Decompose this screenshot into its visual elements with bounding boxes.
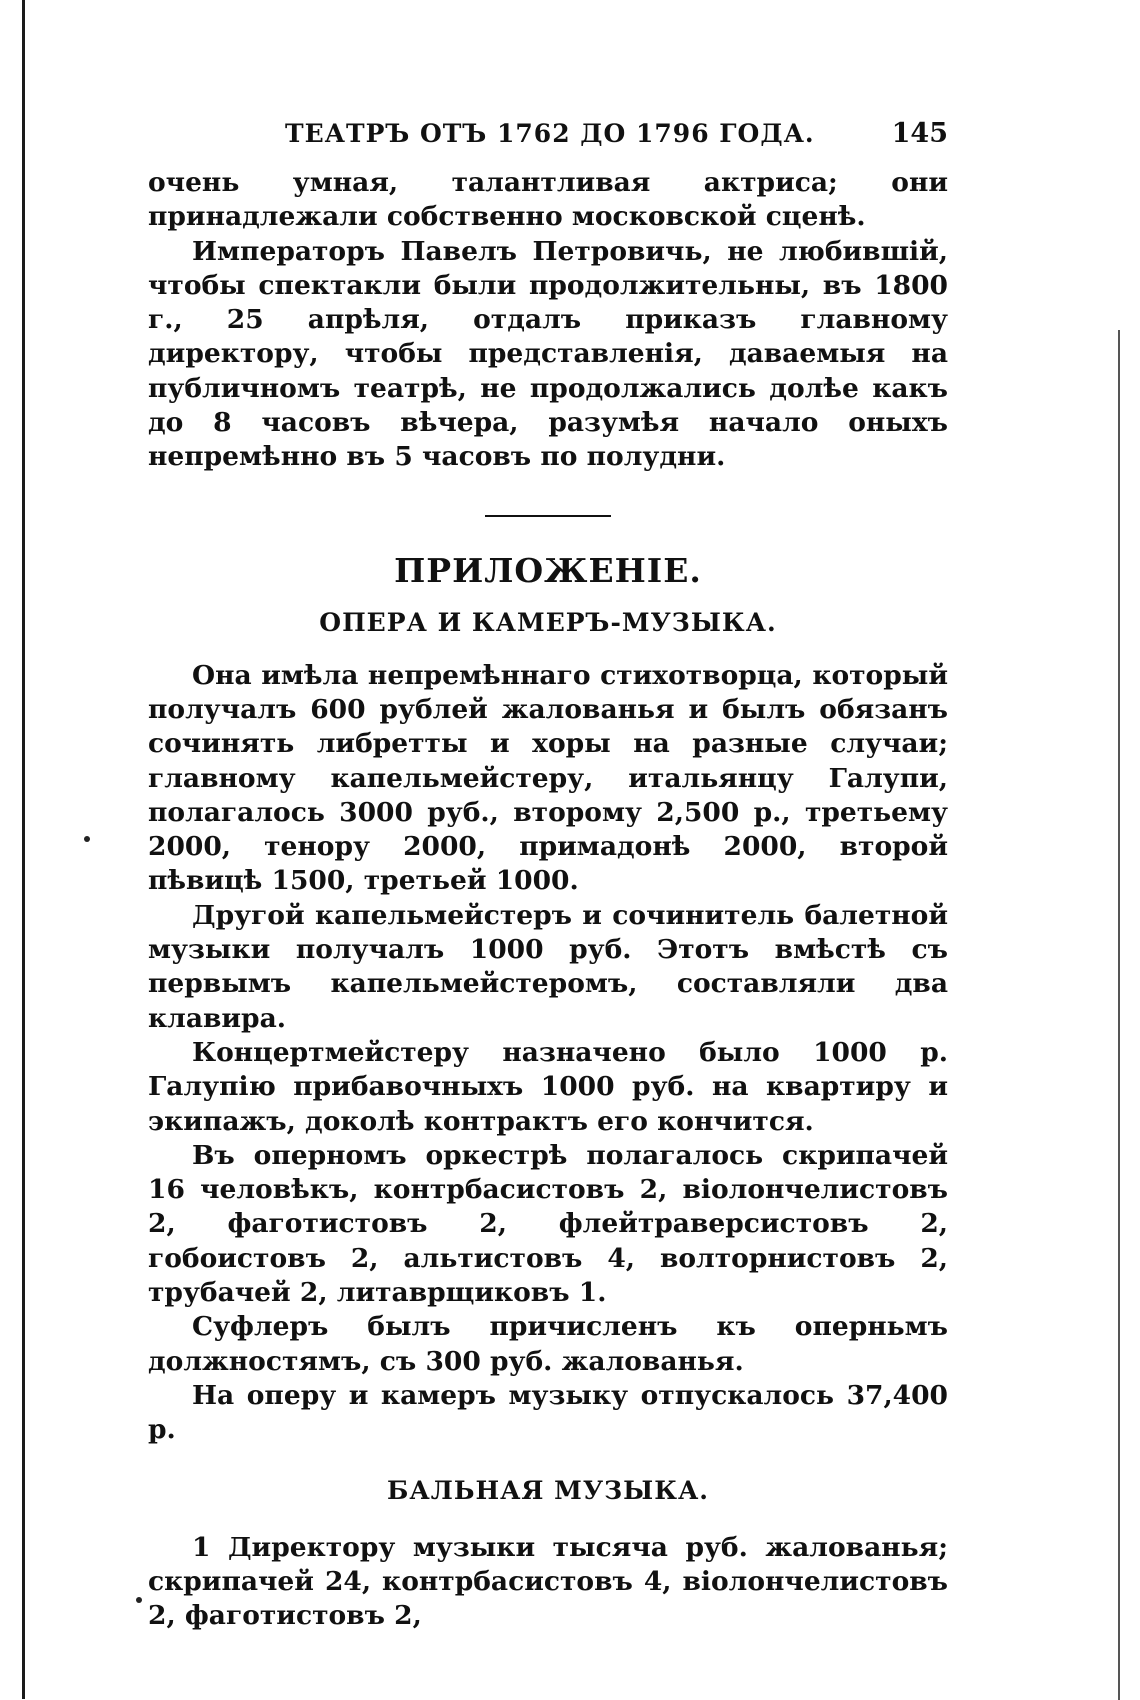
- book-page: [148, 118, 948, 1633]
- appendix-title: ПРИЛОЖЕНІЕ.: [394, 550, 702, 590]
- opera-paragraph: Въ оперномъ оркестрѣ полагалось скрипачей 16 человѣкъ, контрбасистовъ 2, віолончелистовъ 2, фаготистовъ 2, флейтраверсистовъ 2, гобоистовъ 2, альтистовъ 4, волторнистовъ 2, трубачей 2, литаврщиковъ 1.: [148, 1139, 948, 1309]
- paragraph-continuation: очень умная, талантливая актриса; они принадлежали собственно московской сценѣ.: [148, 167, 948, 233]
- ball-music-heading: БАЛЬНАЯ МУЗЫКА.: [386, 1475, 710, 1505]
- page-number: 145: [891, 118, 948, 149]
- ball-music-paragraph: 1 Директору музыки тысяча руб. жалованья; скрипачей 24, контрбасистовъ 4, віолончелистовъ 2, фаготистовъ 2,: [148, 1531, 948, 1632]
- opera-section-heading: ОПЕРА И КАМЕРЪ-МУЗЫКА.: [319, 607, 777, 637]
- scan-speck: [136, 1597, 142, 1603]
- opera-paragraph: Суфлеръ былъ причисленъ къ оперньмъ должностямъ, съ 300 руб. жалованья.: [148, 1311, 948, 1377]
- scan-edge-line-right: [1118, 330, 1120, 1700]
- scan-speck: [84, 836, 90, 842]
- opera-paragraph: Она имѣла непремѣннаго стихотворца, который получалъ 600 рублей жалованья и былъ обязанъ сочинять либретты и хоры на разные случаи; главному капельмейстеру, итальянцу Галупи, полагалось 3000 руб., второму 2,500 р., третьему 2000, тенору 2000, примадонѣ 2000, второй пѣвицѣ 1500, третьей 1000.: [148, 659, 948, 897]
- running-head: [148, 118, 948, 166]
- paragraph-emperor-decree: Императоръ Павелъ Петровичь, не любившій, чтобы спектакли были продолжительны, въ 1800 г., 25 апрѣля, отдалъ приказъ главному директору, чтобы представленія, даваемыя на публичномъ театрѣ, не продолжались долѣе какъ до 8 часовъ вѣчера, разумѣя начало оныхъ непремѣнно въ 5 часовъ по полудни.: [148, 235, 948, 473]
- opera-paragraph: Концертмейстеру назначено было 1000 р. Галупію прибавочныхъ 1000 руб. на квартиру и экипажъ, доколѣ контрактъ его кончится.: [148, 1036, 948, 1137]
- section-divider: [485, 515, 611, 517]
- opera-paragraph: На оперу и камеръ музыку отпускалось 37,400 р.: [148, 1379, 948, 1446]
- scan-edge-line-left: [22, 0, 25, 1699]
- running-title: ТЕАТРЪ ОТЪ 1762 ДО 1796 ГОДА.: [284, 119, 815, 148]
- opera-paragraph: Другой капельмейстеръ и сочинитель балетной музыки получалъ 1000 руб. Этотъ вмѣстѣ съ первымъ капельмейстеромъ, составляли два клавира.: [148, 899, 948, 1034]
